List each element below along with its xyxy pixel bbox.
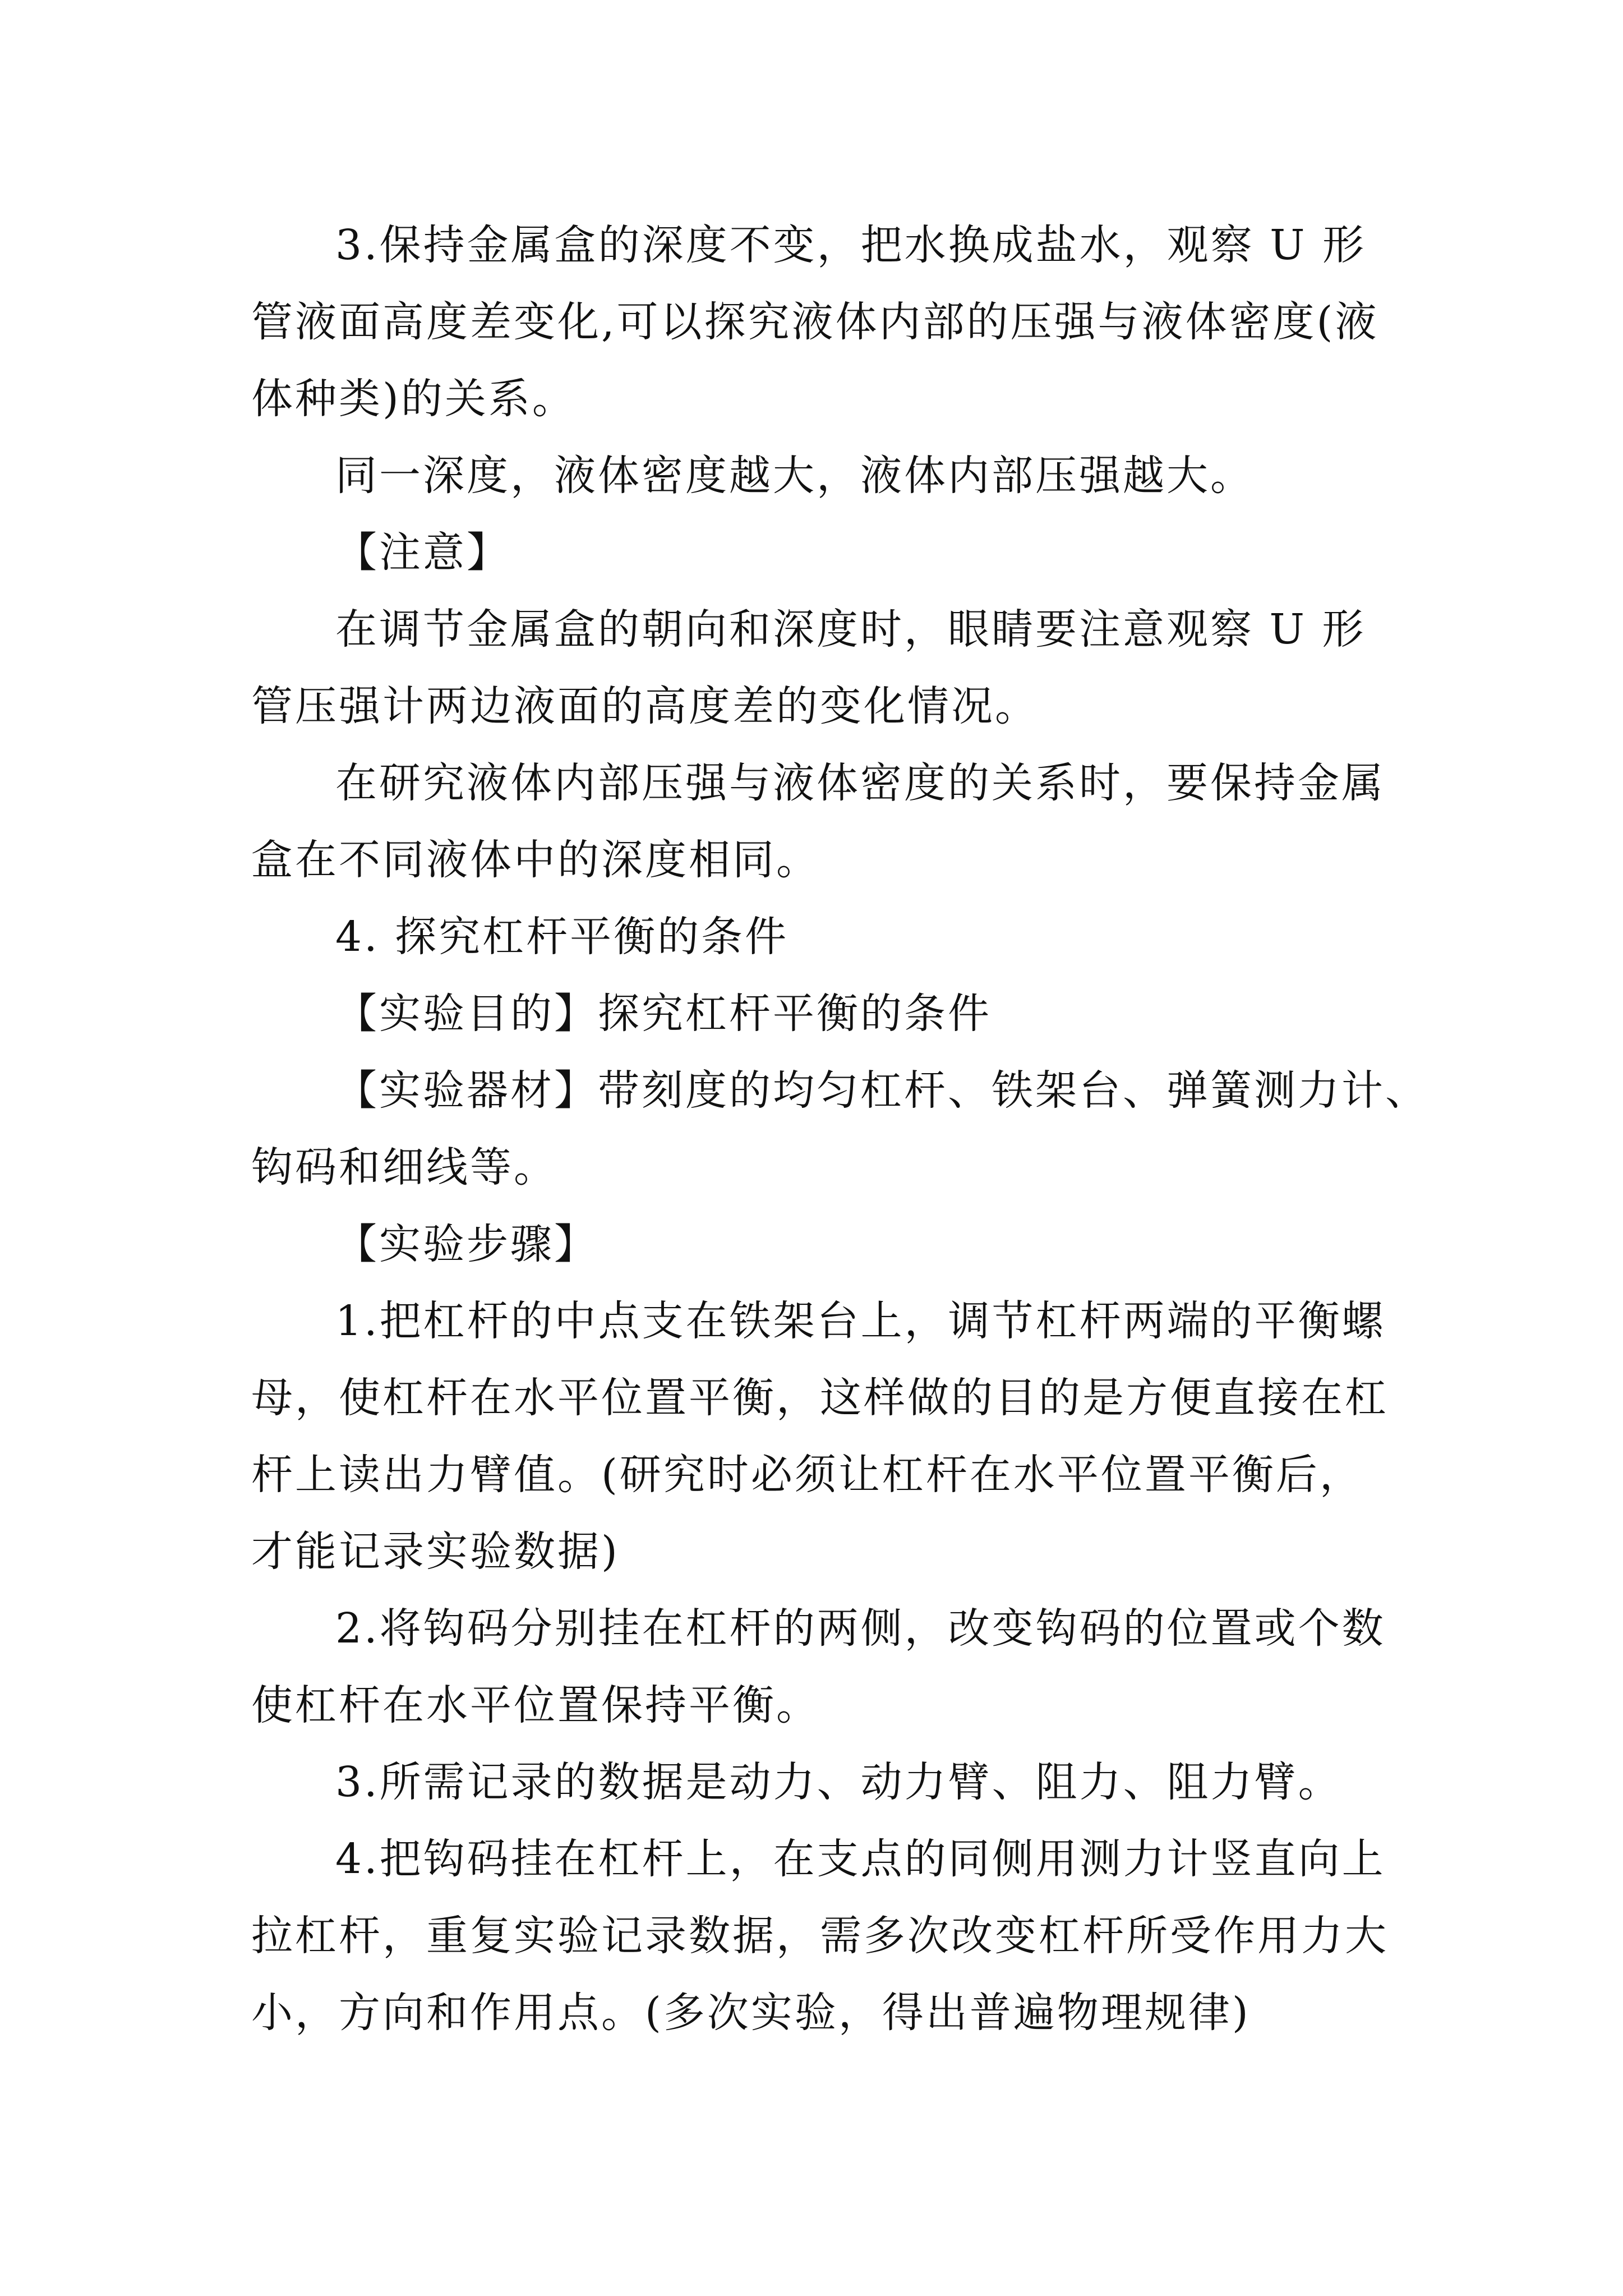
paragraph-line: 钩码和细线等。 <box>251 1143 557 1191</box>
paragraph-line: 在研究液体内部压强与液体密度的关系时，要保持金属 <box>335 759 1385 807</box>
paragraph-line: 1.把杠杆的中点支在铁架台上，调节杠杆两端的平衡螺 <box>335 1297 1386 1345</box>
paragraph-line: 母，使杠杆在水平位置平衡，这样做的目的是方便直接在杠 <box>251 1374 1389 1422</box>
paragraph-line: 盒在不同液体中的深度相同。 <box>251 836 820 884</box>
paragraph-line: 体种类)的关系。 <box>251 375 576 423</box>
paragraph-line: 使杠杆在水平位置保持平衡。 <box>251 1681 820 1729</box>
section-heading: 【实验步骤】 <box>335 1220 598 1268</box>
paragraph-line: 在调节金属盒的朝向和深度时，眼睛要注意观察 U 形 <box>335 605 1366 654</box>
paragraph-line: 杆上读出力臂值。(研究时必须让杠杆在水平位置平衡后， <box>251 1451 1363 1499</box>
paragraph-line: 【实验器材】带刻度的均匀杠杆、铁架台、弹簧测力计、 <box>335 1066 1429 1115</box>
paragraph-line: 2.将钩码分别挂在杠杆的两侧，改变钩码的位置或个数 <box>335 1604 1386 1653</box>
paragraph-line: 小，方向和作用点。(多次实验，得出普遍物理规律) <box>251 1989 1251 2037</box>
paragraph-line: 【实验目的】探究杠杆平衡的条件 <box>335 990 992 1038</box>
paragraph-line: 才能记录实验数据) <box>251 1527 620 1576</box>
section-heading: 4. 探究杠杆平衡的条件 <box>335 913 789 961</box>
paragraph-line: 拉杠杆，重复实验记录数据，需多次改变杠杆所受作用力大 <box>251 1912 1389 1960</box>
paragraph-line: 4.把钩码挂在杠杆上，在支点的同侧用测力计竖直向上 <box>335 1835 1386 1883</box>
paragraph-line: 3.所需记录的数据是动力、动力臂、阻力、阻力臂。 <box>335 1758 1342 1806</box>
section-heading: 【注意】 <box>335 528 510 577</box>
paragraph-line: 管压强计两边液面的高度差的变化情况。 <box>251 682 1039 730</box>
paragraph-line: 3.保持金属盒的深度不变，把水换成盐水，观察 U 形 <box>335 221 1367 269</box>
paragraph-line: 同一深度，液体密度越大，液体内部压强越大。 <box>335 452 1254 500</box>
paragraph-line: 管液面高度差变化,可以探究液体内部的压强与液体密度(液 <box>251 298 1379 346</box>
